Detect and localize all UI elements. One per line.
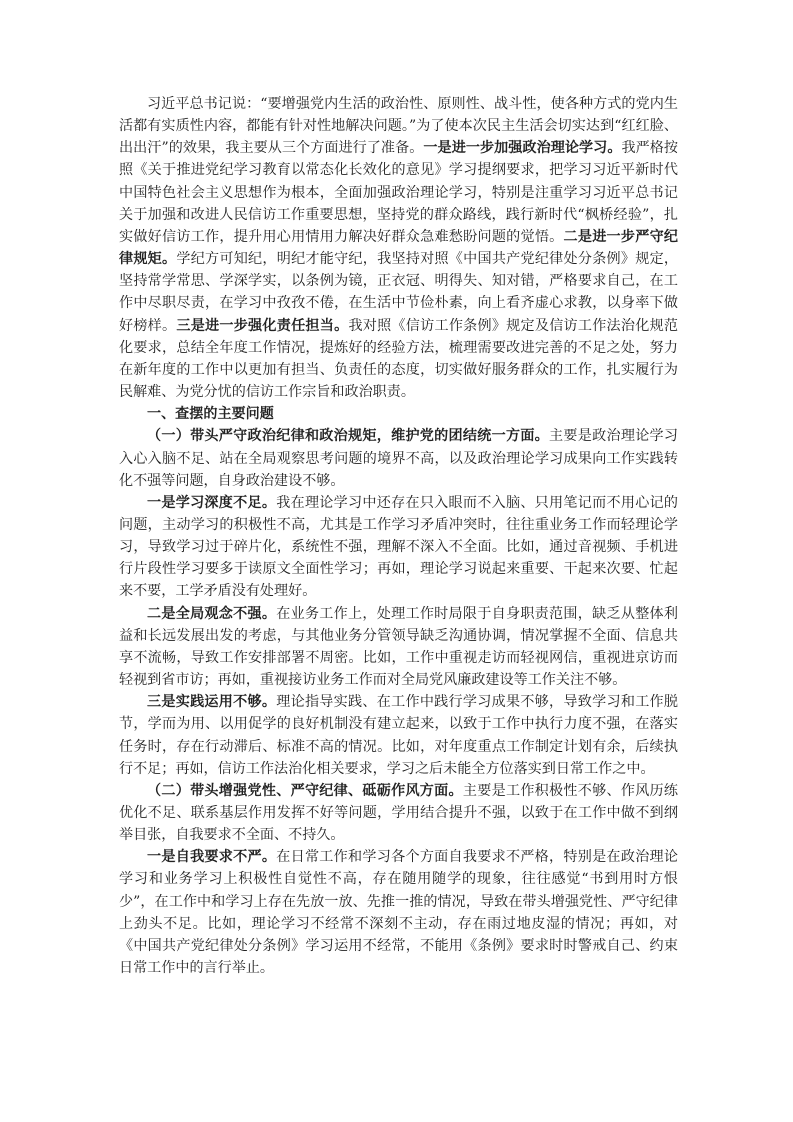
intro-paragraph xyxy=(119,93,678,403)
intro-text-4: 我对照《信访工作条例》规定及信访工作法治化规范化要求，总结全年度工作情况，提炼好的经验方法，梳理需要改进完善的不足之处，努力在新年度的工作中以更加有担当、负责任的态度，切实做好服务群众的工作，扎实履行为民解难、为党分忧的信访工作宗旨和政治职责。 xyxy=(119,317,679,401)
problem-item-lead: 一是自我要求不严。 xyxy=(147,849,277,866)
problem-item-text: 理论指导实践、在工作中践行学习成果不够，导致学习和工作脱节，学而为用、以用促学的良好机制没有建立起来，以致于工作中执行力度不强，在落实任务时，存在行动滞后、标准不高的情况。比如，对年度重点工作制定计划有余，后续执行不足；再如，信访工作法治化相关要求，学习之后未能全方位落实到日常工作之中。 xyxy=(119,694,679,777)
problem-item xyxy=(119,691,678,780)
problem-item-text: 在业务工作上，处理工作时局限于自身职责范围，缺乏从整体利益和长远发展出发的考虑，与其他业务分管领导缺乏沟通协调，情况掌握不全面、信息共享不流畅，导致工作安排部署不周密。比如，工作中重视走访而轻视网信，重视进京访而轻视到省市访；再如，重视接访业务工作而对全局党风廉政建设等工作关注不够。 xyxy=(119,605,679,689)
subsection-1-heading: （一）带头严守政治纪律和政治规矩，维护党的团结统一方面。 xyxy=(147,428,550,445)
subsection-2 xyxy=(119,780,678,846)
problem-item-text: 在日常工作和学习各个方面自我要求不严格，特别是在政治理论学习和业务学习上积极性自觉性不高，存在随用随学的现象，往往感觉“书到用时方恨少”，在工作中和学习上存在先放一放、先推一推的情况，导致在带头增强党性、严守纪律上劲头不足。比如，理论学习不经常不深刻不主动，存在雨过地皮湿的情况；再如，对《中国共产党纪律处分条例》学习运用不经常，不能用《条例》要求时时警戒自己、约束日常工作中的言行举止。 xyxy=(119,849,679,977)
problem-item-lead: 二是全局观念不强。 xyxy=(147,605,277,622)
subsection-1-text: 主要是政治理论学习入心入脑不足、站在全局观察思考问题的境界不高，以及政治理论学习成果向工作实践转化不强等问题，自身政治建设不够。 xyxy=(119,428,679,489)
intro-point-1: 一是进一步加强政治理论学习。 xyxy=(423,140,622,157)
document-page xyxy=(119,93,678,979)
subsection-1 xyxy=(119,425,678,491)
problem-item-lead: 一是学习深度不足。 xyxy=(147,494,277,511)
problem-item-lead: 三是实践运用不够。 xyxy=(147,694,277,711)
intro-text-3: 学纪方可知纪，明纪才能守纪，我坚持对照《中国共产党纪律处分条例》规定，坚持常学常思、学深学实，以条例为镜，正衣冠、明得失、知对错，严格要求自己，在工作中尽职尽责，在学习中孜孜不倦，在生活中节俭朴素，向上看齐虚心求教，以身率下做好榜样。 xyxy=(119,251,678,334)
subsection-2-text: 主要是工作积极性不够、作风历练优化不足、联系基层作用发挥不好等问题，学用结合提升不强，以致于在工作中做不到纲举目张，自我要求不全面、不持久。 xyxy=(119,782,679,844)
problem-item xyxy=(119,492,678,603)
intro-point-2: 二是进一步严守纪律规矩。 xyxy=(119,228,679,268)
intro-text-1: 习近平总书记说：“要增强党内生活的政治性、原则性、战斗性，使各种方式的党内生活都有实质性内容，都能有针对性地解决问题。”为了使本次民主生活会切实达到“红红脸、出出汗”的效果，我主要从三个方面进行了准备。 xyxy=(119,96,678,157)
problem-item xyxy=(119,846,678,979)
section-heading: 一、查摆的主要问题 xyxy=(147,406,274,423)
intro-text-2: 我严格按照《关于推进党纪学习教育以常态化长效化的意见》学习提纲要求，把学习习近平新时代中国特色社会主义思想作为根本，全面加强政治理论学习，特别是注重学习习近平总书记关于加强和改进人民信访工作重要思想，坚持党的群众路线，践行新时代“枫桥经验”，扎实做好信访工作，提升用心用情用力解决好群众急难愁盼问题的觉悟。 xyxy=(119,140,679,245)
subsection-2-heading: （二）带头增强党性、严守纪律、砥砺作风方面。 xyxy=(147,782,463,799)
intro-point-3: 三是进一步强化责任担当。 xyxy=(176,317,349,334)
problem-item xyxy=(119,603,678,692)
problem-item-text: 我在理论学习中还存在只入眼而不入脑、只用笔记而不用心记的问题，主动学习的积极性不高，尤其是工作学习矛盾冲突时，往往重业务工作而轻理论学习，导致学习过于碎片化，系统性不强，理解不深入不全面。比如，通过音视频、手机进行片段性学习要多于读原文全面性学习；再如，理论学习说起来重要、干起来次要、忙起来不要，工学矛盾没有处理好。 xyxy=(119,494,679,600)
